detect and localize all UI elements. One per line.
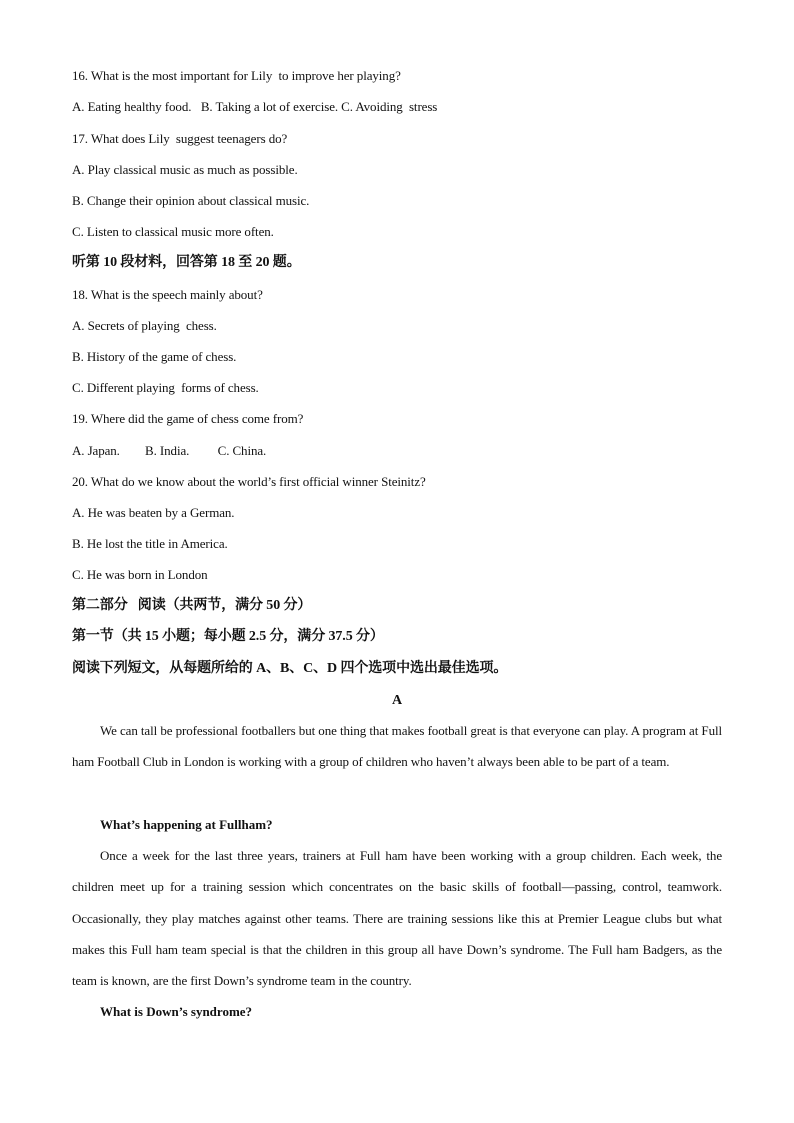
section-10-heading: 听第 10 段材料，回答第 18 至 20 题。 [72,255,301,270]
passage-subheading-1: What’s happening at Fullham? [100,817,273,832]
question-17: 17. What does Lily suggest teenagers do? [72,131,288,146]
passage-paragraph-2: Once a week for the last three years, trainers at Full ham have been working with a group children. Each week, the children meet up for a training session which concentrates on the basic skills of football—passing, control, teamwork. Occasionally, they play matches against other teams. There are training sessions like this at Premier League clubs but what makes this Full ham team special is that the children in this group all have Down’s syndrome. The Full ham Badgers, as the team is known, are the first Down’s syndrome team in the country. [72,848,722,989]
question-18-option-b: B. History of the game of chess. [72,349,237,364]
passage-subheading-2: What is Down’s syndrome? [100,1004,253,1019]
question-19-options: A. Japan. B. India. C. China. [72,443,267,458]
question-20-option-a: A. He was beaten by a German. [72,505,235,520]
section-one-heading: 第一节（共 15 小题；每小题 2.5 分，满分 37.5 分） [72,629,384,644]
passage-label: A [391,693,402,708]
passage-paragraph-1: We can tall be professional footballers but one thing that makes football great is that everyone can play. A program at Full ham Football Club in London is working with a group of children who haven’t always been able to be part of a team. [72,723,722,770]
question-18: 18. What is the speech mainly about? [72,287,263,302]
question-18-option-c: C. Different playing forms of chess. [72,380,259,395]
question-20-option-c: C. He was born in London [72,567,208,582]
reading-instruction: 阅读下列短文，从每题所给的 A、B、C、D 四个选项中选出最佳选项。 [72,661,508,676]
question-20-option-b: B. He lost the title in America. [72,536,228,551]
question-17-option-a: A. Play classical music as much as possible. [72,162,298,177]
question-16-options: A. Eating healthy food. B. Taking a lot of exercise. C. Avoiding stress [72,99,438,114]
question-20: 20. What do we know about the world’s first official winner Steinitz? [72,474,426,489]
part-two-heading: 第二部分 阅读（共两节，满分 50 分） [72,598,312,613]
question-17-option-c: C. Listen to classical music more often. [72,224,274,239]
question-19: 19. Where did the game of chess come from? [72,411,304,426]
question-17-option-b: B. Change their opinion about classical music. [72,193,310,208]
question-16: 16. What is the most important for Lily to improve her playing? [72,68,401,83]
question-18-option-a: A. Secrets of playing chess. [72,318,217,333]
